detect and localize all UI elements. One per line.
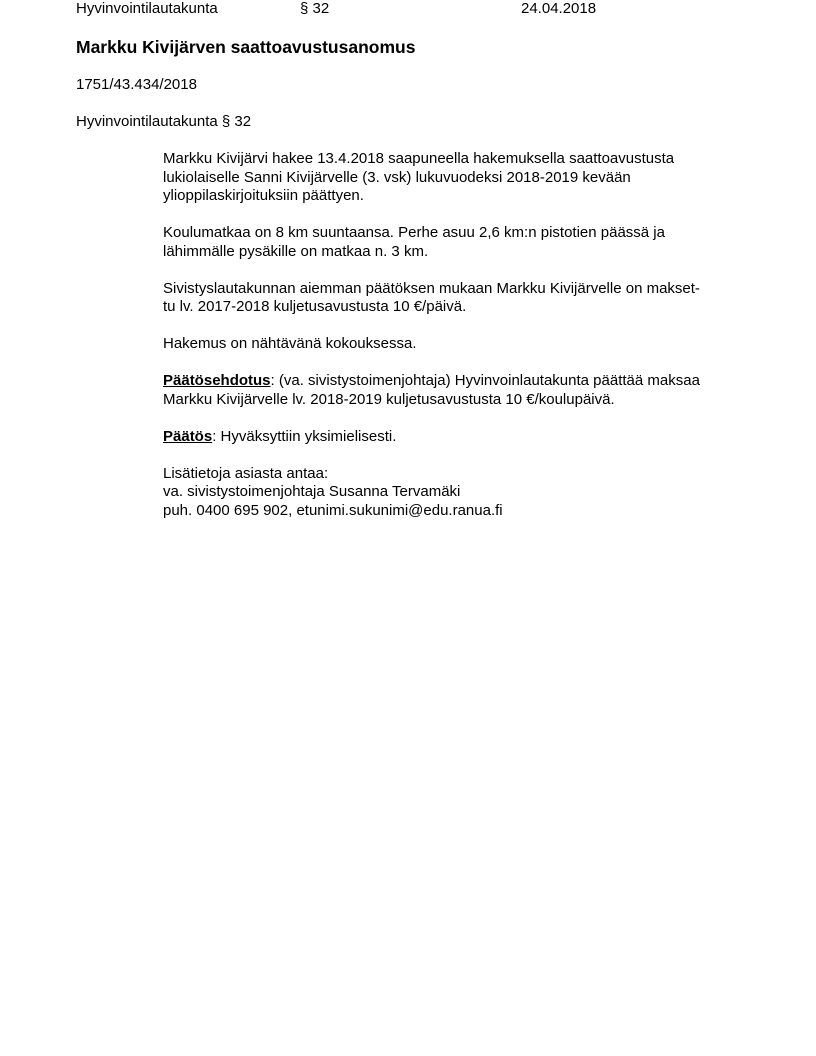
paragraph-previous-decision	[163, 280, 753, 317]
text-line: lähimmälle pysäkille on matkaa n. 3 km.	[163, 242, 429, 260]
text-line: Hakemus on nähtävänä kokouksessa.	[163, 335, 417, 352]
proposal-label: Päätösehdotus	[163, 372, 271, 389]
page-header	[76, 0, 696, 18]
paragraph-distance	[163, 224, 753, 261]
text-line: lukiolaiselle Sanni Kivijärvelle (3. vsk) lukuvuodeksi 2018-2019 kevään	[163, 168, 631, 186]
header-date: 24.04.2018	[521, 0, 597, 17]
text-line: Markku Kivijärvi hakee 13.4.2018 saapuneella hakemuksella saattoavustusta	[163, 150, 675, 167]
document-number: 1751/43.434/2018	[76, 76, 197, 93]
decision-text: : Hyväksyttiin yksimielisesti.	[212, 427, 397, 445]
text-line: ylioppilaskirjoituksiin päättyen.	[163, 187, 364, 204]
text-line: Koulumatkaa on 8 km suuntaansa. Perhe asuu 2,6 km:n pistotien päässä ja	[163, 224, 665, 241]
paragraph-proposal	[163, 372, 753, 409]
text-line: Sivistyslautakunnan aiemman päätöksen mukaan Markku Kivijärvelle on makset-	[163, 279, 700, 297]
text-line: tu lv. 2017-2018 kuljetusavustusta 10 €/päivä.	[163, 298, 467, 315]
proposal-text: : (va. sivistystoimenjohtaja) Hyvinvoinlautakunta päättää maksaa	[270, 372, 700, 389]
paragraph-application	[163, 150, 753, 206]
text-line	[163, 428, 753, 447]
text-line	[163, 372, 753, 391]
text-line: Lisätietoja asiasta antaa:	[163, 464, 329, 482]
paragraph-contact	[163, 465, 753, 521]
document-body	[163, 150, 753, 539]
header-section: § 32	[300, 0, 330, 17]
paragraph-decision	[163, 428, 753, 447]
header-board: Hyvinvointilautakunta	[76, 0, 218, 17]
document-title: Markku Kivijärven saattoavustusanomus	[76, 37, 416, 57]
board-reference: Hyvinvointilautakunta § 32	[76, 113, 252, 130]
paragraph-availability	[163, 335, 753, 354]
decision-label: Päätös	[163, 427, 213, 445]
text-line: puh. 0400 695 902, etunimi.sukunimi@edu.ranua.fi	[163, 501, 503, 519]
text-line: va. sivistystoimenjohtaja Susanna Tervamäki	[163, 483, 461, 500]
text-line: Markku Kivijärvelle lv. 2018-2019 kuljetusavustusta 10 €/koulupäivä.	[163, 390, 615, 408]
